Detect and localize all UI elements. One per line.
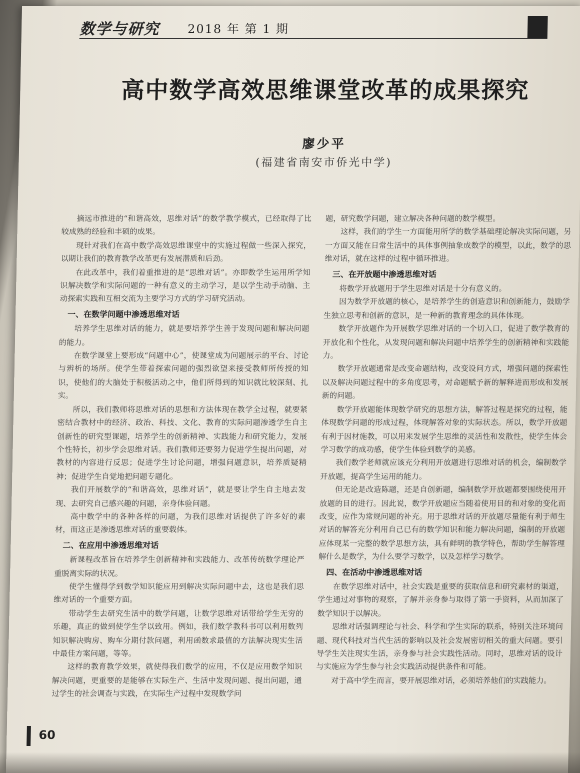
paragraph: 数学开放题通常是改变命题结构，改变设问方式，增强问题的探索性以及解决问题过程中的多角度思考，对命题赋予新的解释进而形成和发展新的问题。 — [321, 364, 569, 401]
paragraph: 对于高中学生而言，要开展思维对话，必须培养他们的实践能力。 — [331, 675, 552, 685]
paragraph: 在数学课堂上要形成“问题中心”，使课堂成为问题展示的平台、讨论与辨析的场所。使学生带着探索问题的强烈欲望来接受教师所传授的知识，使他们的大脑处于积极活动之中，他们所得到的知识就比较深刻、扎实。 — [57, 351, 309, 401]
journal-page — [6, 6, 580, 773]
running-header — [79, 16, 547, 39]
article-title: 高中数学高效思维课堂改革的成果探究 — [120, 77, 530, 104]
paragraph: 高中数学中的各种各样的问题，为我们思维对话提供了许多好的素材，而这正是渗透思维对话的重要载体。 — [54, 511, 306, 535]
paragraph: 在数学思维对话中，社会实践是重要的获取信息和研究素材的渠道，学生通过对事物的观察，了解并亲身参与取得了第一手资料，从而加深了数学知识于以解决。 — [317, 581, 564, 618]
paragraph: 我们开展数学的“和谐高效，思维对话”，就是要让学生自主地去发现、去研究自己感兴趣的问题，亲身体验问题。 — [55, 485, 306, 508]
paragraph: 带动学生去研究生活中的数学问题，让数学思维对话带给学生无穷的乐趣，真正的做到使学生学以致用。例如，我们数学教科书可以利用数列知识解决购房、购车分期付款问题，利用函数求最值的方法解决现实生活中最佳方案问题，等等。 — [52, 608, 304, 658]
paragraph: 数学开放题能体现数学研究的思想方法，解答过程是探究的过程，能体现数学问题的形成过程，体现解答对象的实际状态。所以，数学开放题有利于因材施教，可以用来发展学生思维的灵活性和发散性，使学生体会学习数学的成功感，使学生体验到数学的美感。 — [320, 404, 568, 454]
section-heading: 一、在数学问题中渗透思维对话 — [67, 308, 180, 319]
paragraph: 将数学开放题用于学生思维对话是十分有意义的。 — [339, 284, 507, 294]
paragraph: 摘远市推进的“和谐高效，思维对话”的数学教学模式，已经取得了比较成熟的经验和丰硕的成果。 — [61, 214, 312, 237]
page-number: 60 — [38, 728, 56, 742]
journal-name: 数学与研究 — [79, 20, 160, 38]
right-column — [316, 212, 572, 687]
paragraph: 题，研究数学问题，建立解决各种问题的数学模型。 — [325, 214, 501, 223]
paragraph: 因为数学开放题的核心，是培养学生的创造意识和创新能力，鼓励学生独立思考和创新的意识，是一种新的教育理念的具体体现。 — [323, 297, 570, 320]
issue-label: 2018 年 第 1 期 — [187, 22, 290, 36]
paragraph: 使学生懂得学到数学知识能应用到解决实际问题中去，这也是我们思维对话的一个重要方面。 — [53, 581, 304, 605]
paragraph: 所以，我们教师将思维对话的思想和方法体现在教学全过程，就要紧密结合教材中的经济、政治、科技、文化、教育的实际问题渗透学生自主创新性的研究型课题，培养学生的创新精神、实践能力和研究能力，发展个性特长，初步学会思维对话。我们教师还要努力促进学生提出问题，对教材的内容进行反思；促进学生讨论问题，增强问题意识，培养质疑精神；促进学生自觉地把问题专题化。 — [56, 404, 308, 481]
paragraph: 思维对话强调理论与社会、科学和学生实际的联系，特别关注环境问题、现代科技对当代生活的影响以及社会发展密切相关的重大问题。要引导学生关注现实生活，亲身参与社会实践性活动。同时，思维对话的设计与实施应为学生参与社会实践活动提供条件和可能。 — [316, 622, 564, 672]
section-heading: 四、在活动中渗透思维对话 — [326, 566, 423, 577]
paragraph: 这样，我们的学生一方面能用所学的数学基础理论解决实际问题，另一方面又能在日常生活中的具体事例抽象成数学的模型，以此，数学的思维对话，就在这样的过程中循环推进。 — [324, 227, 572, 264]
paragraph: 但无论是改造陈题，还是自创新题，编制数学开放题都要围绕使用开放题的目的进行。因此说，数学开放题应当随着使用目的和对象的变化而改变，应作为常规问题的补充。用于思维对话的开放题尽量能有利于师生对话的解答充分利用自己已有的数学知识和能力解决问题，编制的开放题应体现某一完整的数学思想方法，具有鲜明的教学特色，帮助学生解答理解什么是数学，为什么要学习数学，以及怎样学习数学。 — [318, 485, 566, 562]
paragraph: 这样的教育教学效果，就使得我们数学的应用，不仅是应用数学知识解决问题，更重要的是能够在实际生产、生活中发现问题、提出问题，通过学生的社会调查与实践，在实际生产过程中发现数学问 — [51, 662, 303, 699]
page-number-box — [27, 726, 71, 746]
paragraph: 在此改革中，我们着重推进的是“思维对话”。亦即数学生运用所学知识解决数学和实际问题的一种有意义的主动学习，是以学生动手动脑、主动探索实践和互相交流为主要学习方式的学习研究活动。 — [59, 267, 311, 304]
author-affiliation: (福建省南安市侨光中学) — [255, 156, 393, 169]
section-heading: 三、在开放题中渗透思维对话 — [332, 268, 437, 279]
paragraph: 我们数学老师就应该充分利用开放题进行思维对话的机会，编制数学开放题，提高学生运用的能力。 — [320, 458, 567, 481]
section-heading: 二、在应用中渗透思维对话 — [62, 539, 159, 550]
paragraph: 培养学生思维对话的能力，就是要培养学生善于发现问题和解决问题的能力。 — [58, 324, 310, 347]
paragraph: 现针对我们在高中数学高效思维课堂中的实施过程做一些深入探究，以期让我们的教育教学改革更有发展潜质和后劲。 — [60, 240, 312, 264]
left-column — [51, 212, 311, 701]
bleed-through-text — [181, 38, 562, 62]
paragraph: 新课程改革旨在培养学生创新精神和实践能力、改革传统数学理论严重脱离实际的状况。 — [54, 555, 305, 578]
paragraph: 数学开放题作为开展数学思维对话的一个切入口，促进了数学教育的开放化和个性化，从发现问题和解决问题中培养学生的创新精神和实践能力。 — [322, 324, 570, 361]
photo-bottom-shadow — [0, 752, 580, 773]
author-name: 廖少平 — [302, 136, 347, 151]
corner-tab — [527, 16, 547, 38]
